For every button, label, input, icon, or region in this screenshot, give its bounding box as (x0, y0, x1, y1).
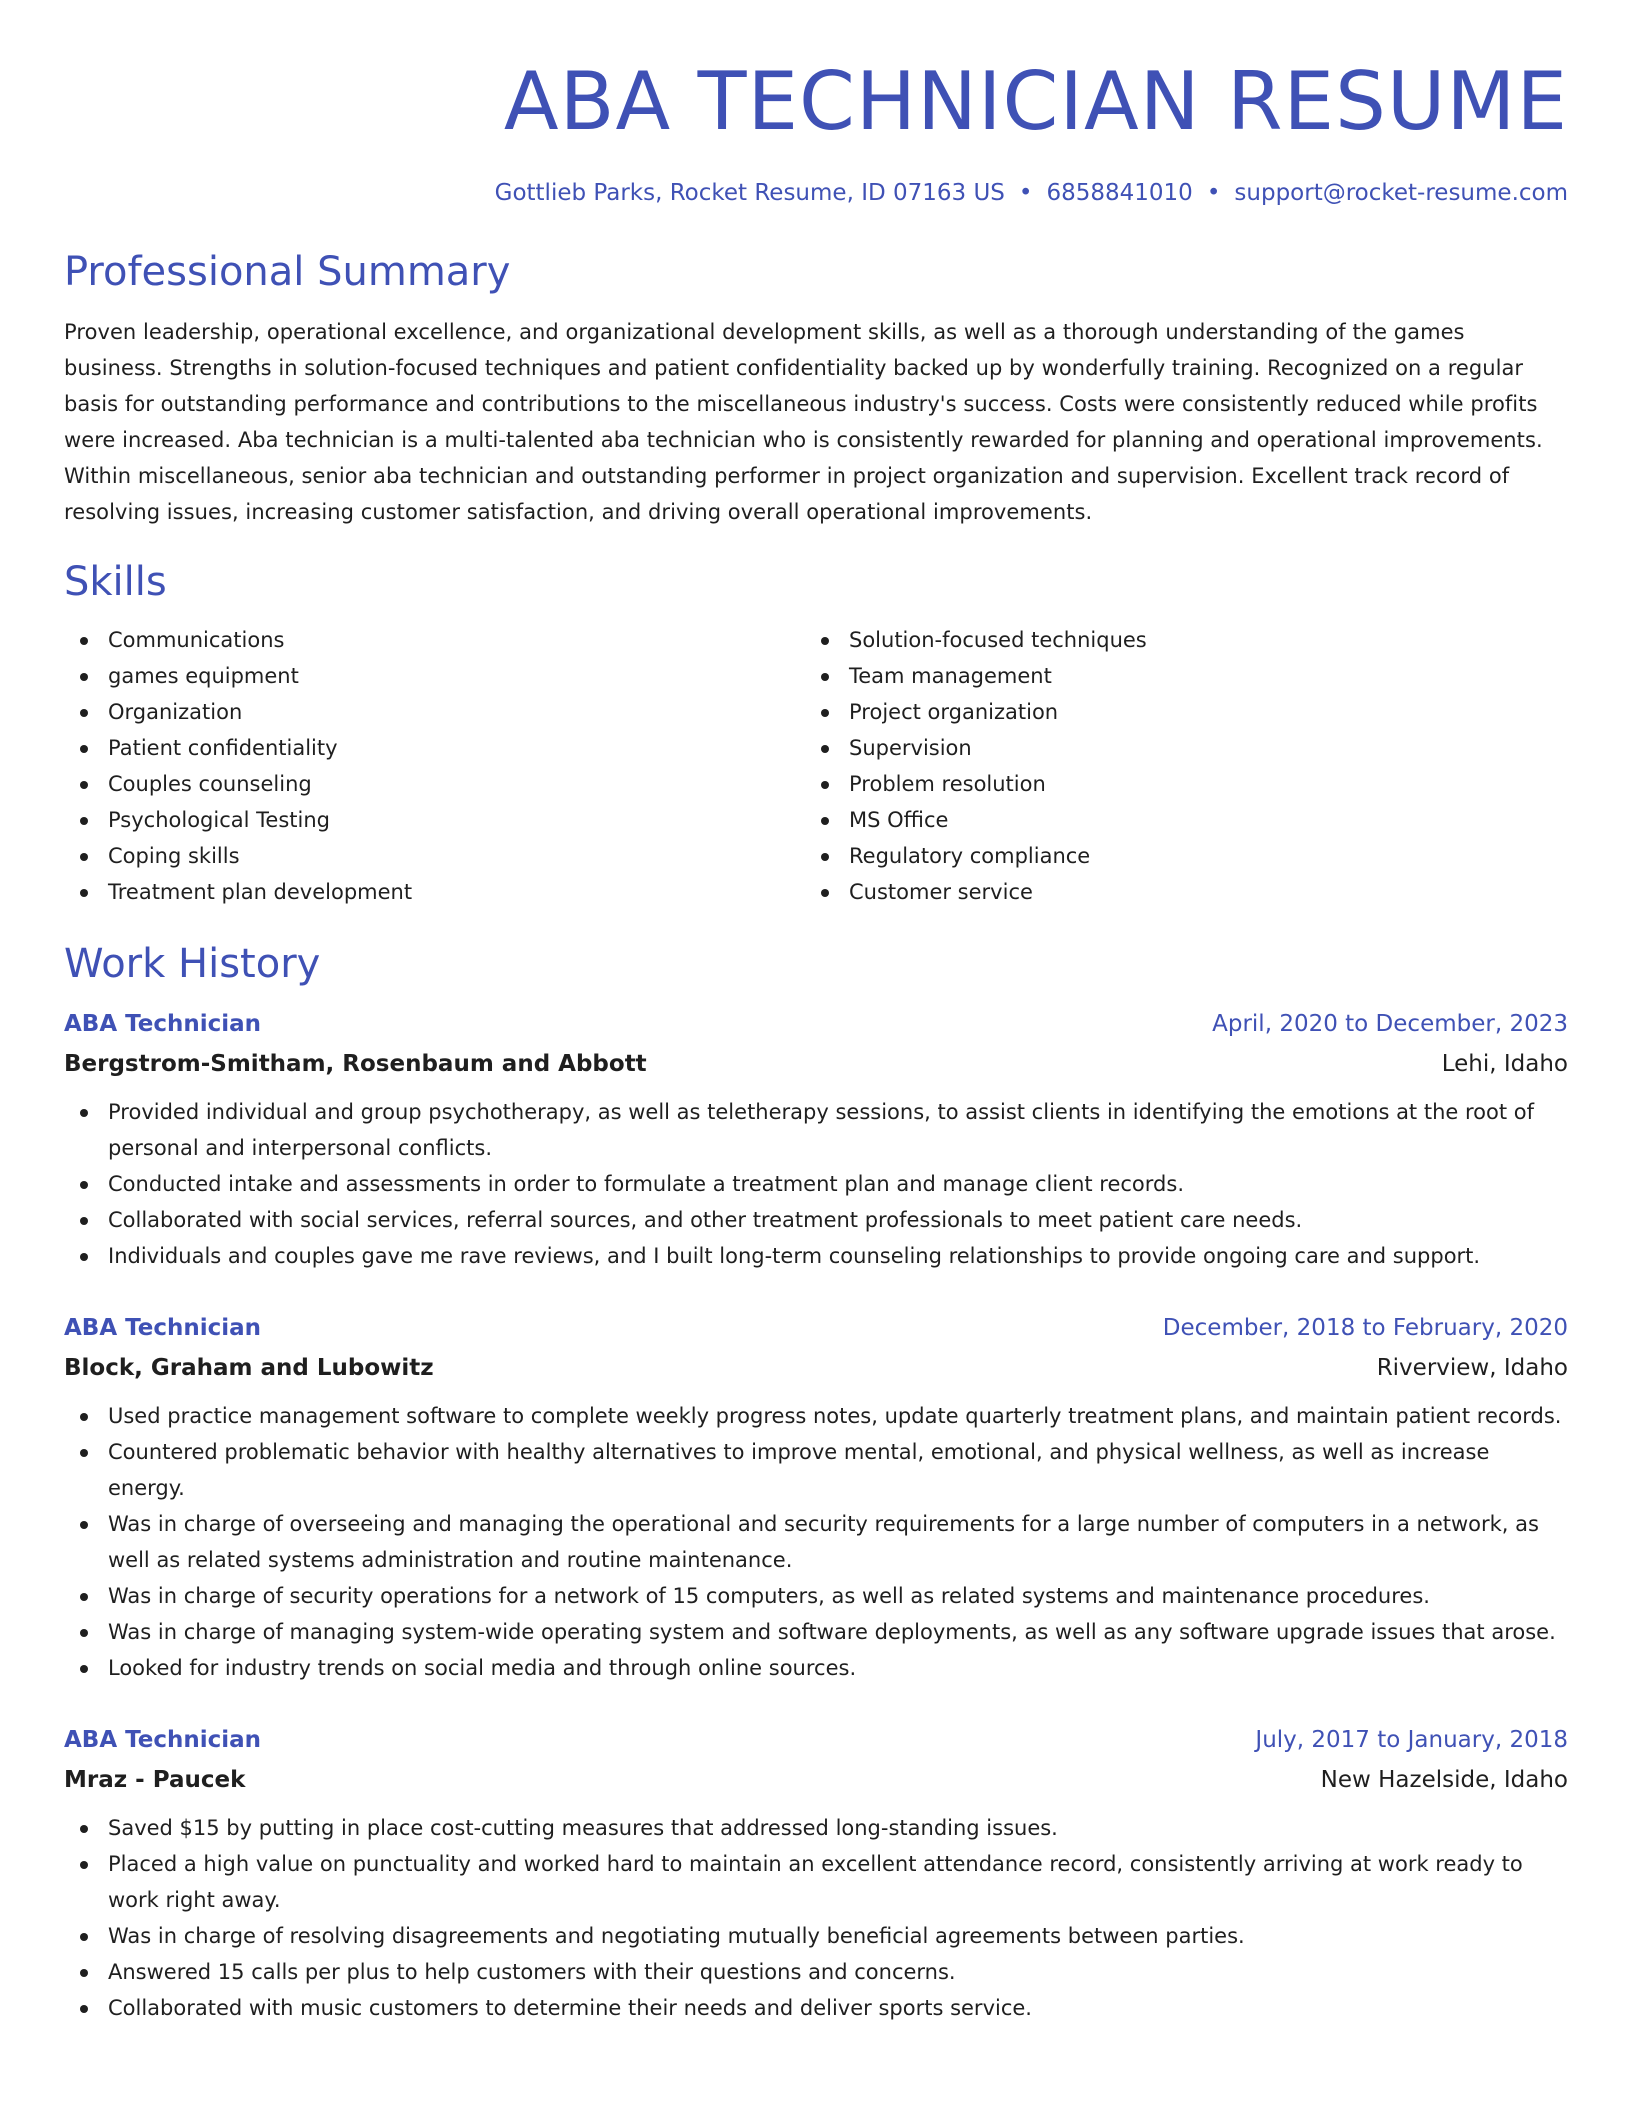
job-duty-item-text: Collaborated with social services, referral sources, and other treatment professionals to meet patient care needs. (108, 1208, 1303, 1232)
bullet-dot-icon (80, 781, 88, 789)
skill-item-text: MS Office (849, 808, 949, 832)
bullet-dot-icon (821, 709, 829, 717)
job-company: Mraz - Paucek (64, 1767, 246, 1793)
job-location: Riverview, Idaho (1376, 1355, 1568, 1381)
job-duty-item-text: Used practice management software to complete weekly progress notes, update quarterly treatment plans, and maintain patient records. (108, 1404, 1562, 1428)
job-duty-item (64, 1614, 1568, 1650)
job-company-row (64, 1348, 1568, 1388)
job-duty-item (64, 1166, 1568, 1202)
skill-item-text: Couples counseling (108, 772, 312, 796)
bullet-dot-icon (80, 1181, 88, 1189)
bullet-dot-icon (80, 1413, 88, 1421)
skill-item (64, 802, 805, 838)
bullet-dot-icon (80, 2005, 88, 2013)
skills-columns (64, 622, 1568, 910)
bullet-dot-icon (80, 673, 88, 681)
job-duty-item (64, 1954, 1568, 1990)
skill-item (64, 694, 805, 730)
job-duty-item-text: Answered 15 calls per plus to help customers with their questions and concerns. (108, 1960, 956, 1984)
bullet-dot-icon (80, 1969, 88, 1977)
job-duty-item-text: Individuals and couples gave me rave reviews, and I built long-term counseling relationships to provide ongoing care and support. (108, 1244, 1481, 1268)
job-entry (64, 1308, 1568, 1686)
job-dates: July, 2017 to January, 2018 (1255, 1727, 1568, 1753)
skill-item-text: Project organization (849, 700, 1059, 724)
job-duty-item-text: Provided individual and group psychotherapy, as well as teletherapy sessions, to assist clients in identifying the emotions at the root of personal and interpersonal conflicts. (108, 1100, 1535, 1160)
job-duty-item (64, 1810, 1568, 1846)
skill-item-text: Customer service (849, 880, 1033, 904)
contact-separator: • (1018, 180, 1033, 206)
contact-address: Gottlieb Parks, Rocket Resume, ID 07163 US (494, 180, 1005, 206)
job-duty-item-text: Placed a high value on punctuality and worked hard to maintain an excellent attendance record, consistently arriving at work ready to work right away. (108, 1852, 1523, 1912)
contact-phone: 6858841010 (1046, 180, 1193, 206)
job-duty-item (64, 1238, 1568, 1274)
job-duty-item-text: Conducted intake and assessments in order to formulate a treatment plan and manage client records. (108, 1172, 1184, 1196)
bullet-dot-icon (80, 1217, 88, 1225)
skill-item (805, 658, 1546, 694)
skill-item (64, 874, 805, 910)
job-duty-item-text: Was in charge of resolving disagreements and negotiating mutually beneficial agreements between parties. (108, 1924, 1245, 1948)
contact-separator: • (1206, 180, 1221, 206)
job-company-row (64, 1760, 1568, 1800)
job-duty-item-text: Was in charge of security operations for a network of 15 computers, as well as related systems and maintenance procedures. (108, 1584, 1430, 1608)
bullet-dot-icon (80, 1629, 88, 1637)
job-location: Lehi, Idaho (1441, 1051, 1568, 1077)
job-company-row (64, 1044, 1568, 1084)
bullet-dot-icon (80, 1861, 88, 1869)
skills-heading: Skills (64, 559, 167, 605)
job-duty-item (64, 1506, 1568, 1578)
contact-email: support@rocket-resume.com (1234, 180, 1568, 206)
job-duty-item (64, 1918, 1568, 1954)
resume-title: ABA TECHNICIAN RESUME (503, 55, 1568, 148)
job-company: Block, Graham and Lubowitz (64, 1355, 434, 1381)
skill-item-text: Patient confidentiality (108, 736, 338, 760)
job-title-row (64, 1308, 1568, 1348)
skills-list-left (64, 622, 805, 910)
skill-item-text: Team management (849, 664, 1052, 688)
skill-item (805, 766, 1546, 802)
bullet-dot-icon (821, 637, 829, 645)
bullet-dot-icon (821, 781, 829, 789)
job-title-row (64, 1720, 1568, 1760)
skill-item-text: Communications (108, 628, 285, 652)
work-history-heading: Work History (64, 941, 321, 987)
job-duty-item (64, 1434, 1568, 1506)
contact-line (64, 178, 1568, 208)
work-history-list (64, 1004, 1568, 2026)
summary-heading: Professional Summary (64, 249, 511, 295)
job-entry (64, 1004, 1568, 1274)
bullet-dot-icon (80, 1109, 88, 1117)
bullet-dot-icon (80, 1521, 88, 1529)
job-duty-item-text: Countered problematic behavior with healthy alternatives to improve mental, emotional, and physical wellness, as well as increase energy. (108, 1440, 1490, 1500)
job-duties-list (64, 1398, 1568, 1686)
skill-item-text: Regulatory compliance (849, 844, 1091, 868)
skill-item (805, 802, 1546, 838)
skill-item (805, 622, 1546, 658)
job-duty-item-text: Was in charge of managing system-wide operating system and software deployments, as well as any software upgrade issues that arose. (108, 1620, 1556, 1644)
skill-item-text: Solution-focused techniques (849, 628, 1147, 652)
job-duty-item-text: Collaborated with music customers to determine their needs and deliver sports service. (108, 1996, 1032, 2020)
skill-item (64, 658, 805, 694)
job-duties-list (64, 1094, 1568, 1274)
bullet-dot-icon (821, 889, 829, 897)
job-duty-item (64, 1398, 1568, 1434)
job-title: ABA Technician (64, 1727, 262, 1753)
skill-item-text: Organization (108, 700, 243, 724)
bullet-dot-icon (80, 1933, 88, 1941)
skill-item (64, 838, 805, 874)
job-duty-item (64, 1650, 1568, 1686)
bullet-dot-icon (821, 817, 829, 825)
job-duty-item-text: Was in charge of overseeing and managing the operational and security requirements for a large number of computers in a network, as well as related systems administration and routine maintenance. (108, 1512, 1539, 1572)
job-title: ABA Technician (64, 1011, 262, 1037)
job-duties-list (64, 1810, 1568, 2026)
job-location: New Hazelside, Idaho (1320, 1767, 1568, 1793)
job-duty-item (64, 1846, 1568, 1918)
resume-page (64, 0, 1568, 2026)
skill-item-text: Problem resolution (849, 772, 1046, 796)
job-duty-item (64, 1990, 1568, 2026)
job-duty-item (64, 1578, 1568, 1614)
bullet-dot-icon (80, 853, 88, 861)
bullet-dot-icon (80, 889, 88, 897)
skill-item (805, 694, 1546, 730)
bullet-dot-icon (80, 1665, 88, 1673)
skill-item-text: games equipment (108, 664, 299, 688)
job-company: Bergstrom-Smitham, Rosenbaum and Abbott (64, 1051, 647, 1077)
job-duty-item (64, 1094, 1568, 1166)
skill-item (64, 730, 805, 766)
job-duty-item-text: Saved $15 by putting in place cost-cutting measures that addressed long-standing issues. (108, 1816, 1058, 1840)
bullet-dot-icon (80, 1593, 88, 1601)
bullet-dot-icon (821, 853, 829, 861)
skill-item (805, 874, 1546, 910)
bullet-dot-icon (821, 745, 829, 753)
bullet-dot-icon (80, 709, 88, 717)
skills-list-right (805, 622, 1546, 910)
job-title: ABA Technician (64, 1315, 262, 1341)
skill-item-text: Psychological Testing (108, 808, 330, 832)
skill-item-text: Treatment plan development (108, 880, 413, 904)
bullet-dot-icon (80, 1825, 88, 1833)
skill-item (805, 838, 1546, 874)
summary-text: Proven leadership, operational excellence, and organizational development skills, as well as a thorough understanding of the games business. Strengths in solution-focused techniques and patient confidentiality backed up by wonderfully training. Recognized on a regular basis for outstanding performance and contributions to the miscellaneous industry's success. Costs were consistently reduced while profits were increased. Aba technician is a multi-talented aba technician who is consistently rewarded for planning and operational improvements. Within miscellaneous, senior aba technician and outstanding performer in project organization and supervision. Excellent track record of resolving issues, increasing customer satisfaction, and driving overall operational improvements. (64, 320, 1543, 524)
job-entry (64, 1720, 1568, 2026)
bullet-dot-icon (80, 637, 88, 645)
job-duty-item-text: Looked for industry trends on social media and through online sources. (108, 1656, 857, 1680)
bullet-dot-icon (80, 1449, 88, 1457)
bullet-dot-icon (80, 817, 88, 825)
skill-item-text: Supervision (849, 736, 972, 760)
skill-item (805, 730, 1546, 766)
job-title-row (64, 1004, 1568, 1044)
bullet-dot-icon (80, 745, 88, 753)
bullet-dot-icon (821, 673, 829, 681)
bullet-dot-icon (80, 1253, 88, 1261)
skill-item (64, 622, 805, 658)
skill-item (64, 766, 805, 802)
job-duty-item (64, 1202, 1568, 1238)
job-dates: December, 2018 to February, 2020 (1162, 1315, 1568, 1341)
skill-item-text: Coping skills (108, 844, 240, 868)
job-dates: April, 2020 to December, 2023 (1212, 1011, 1568, 1037)
